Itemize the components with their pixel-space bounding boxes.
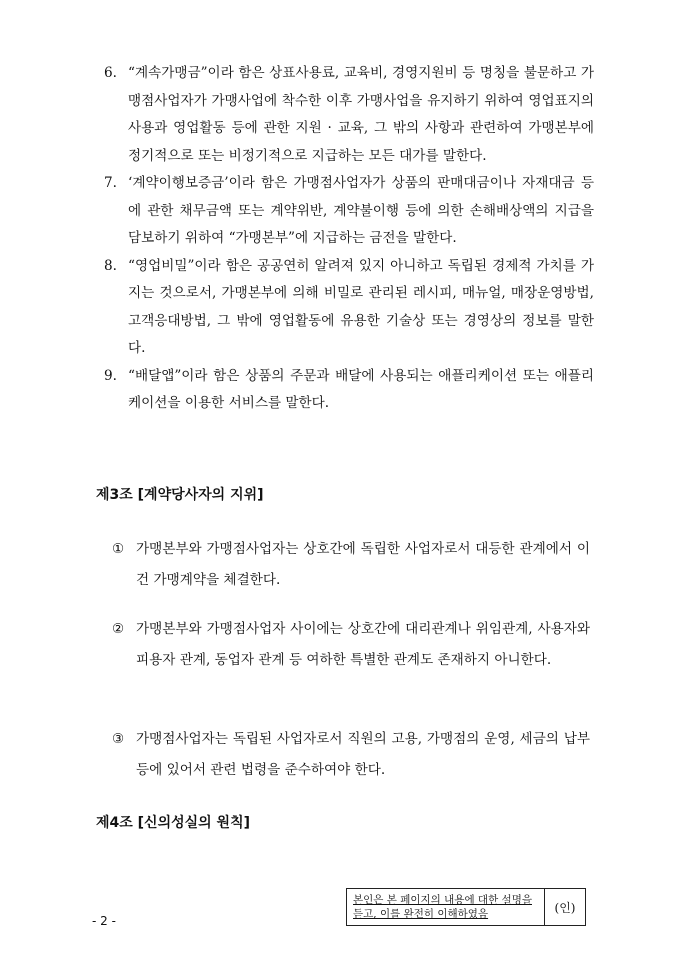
definition-text: “영업비밀”이라 함은 공공연히 알려져 있지 아니하고 독립된 경제적 가치를 가지는 것으로서, 가맹본부에 의해 비밀로 관리된 레시피, 매뉴얼, 매장운영방법, 고객응대방법, 그 밖에 영업활동에 유용한 기술상 또는 경영상의 정보를 말한다. bbox=[128, 257, 594, 356]
clause-text: 가맹점사업자는 독립된 사업자로서 직원의 고용, 가맹점의 운영, 세금의 납부 등에 있어서 관련 법령을 준수하여야 한다. bbox=[136, 731, 590, 778]
definition-item bbox=[104, 253, 594, 363]
definition-number: 8. bbox=[104, 257, 117, 274]
clause-text: 가맹본부와 가맹점사업자는 상호간에 독립한 사업자로서 대등한 관계에서 이 건 가맹계약을 체결한다. bbox=[136, 541, 590, 588]
article-4-title: 제4조 [신의성실의 원칙] bbox=[96, 815, 251, 831]
seal-field[interactable]: (인) bbox=[544, 889, 585, 925]
definition-text: “계속가맹금”이라 함은 상표사용료, 교육비, 경영지원비 등 명칭을 불문하고 가맹점사업자가 가맹사업에 착수한 이후 가맹사업을 유지하기 위하여 영업표지의 사용과 영업활동 등에 관한 지원 · 교육, 그 밖의 사항과 관련하여 가맹본부에 정기적으로 또는 비정기적으로 지급하는 모든 대가를 말한다. bbox=[128, 65, 594, 164]
confirmation-text: 본인은 본 페이지의 내용에 대한 설명을 듣고, 이를 완전히 이해하였음 bbox=[353, 894, 532, 920]
definition-text: ‘계약이행보증금’이라 함은 가맹점사업자가 상품의 판매대금이나 자재대금 등에 관한 채무금액 또는 계약위반, 계약불이행 등에 의한 손해배상액의 지급을 담보하기 위하여 “가맹본부”에 지급하는 금전을 말한다. bbox=[128, 175, 594, 246]
definition-list bbox=[104, 60, 594, 418]
page-number: - 2 - bbox=[92, 914, 116, 928]
clause-mark: ③ bbox=[112, 731, 125, 747]
definition-item bbox=[104, 60, 594, 170]
definition-item bbox=[104, 170, 594, 253]
confirmation-box bbox=[346, 888, 586, 926]
clause-text: 가맹본부와 가맹점사업자 사이에는 상호간에 대리관계나 위임관계, 사용자와 피용자 관계, 동업자 관계 등 여하한 특별한 관계도 존재하지 아니한다. bbox=[136, 621, 590, 668]
definition-number: 6. bbox=[104, 65, 117, 81]
definition-number: 9. bbox=[104, 367, 117, 384]
clause-3 bbox=[112, 724, 590, 786]
clause-2 bbox=[112, 614, 590, 676]
clause-mark: ② bbox=[112, 621, 125, 637]
definition-item bbox=[104, 363, 594, 418]
clause-mark: ① bbox=[112, 541, 125, 557]
definition-number: 7. bbox=[104, 175, 117, 191]
article-3-title: 제3조 [계약당사자의 지위] bbox=[96, 487, 264, 503]
clause-1 bbox=[112, 534, 590, 596]
definition-text: “배달앱”이라 함은 상품의 주문과 배달에 사용되는 애플리케이션 또는 애플리케이션을 이용한 서비스를 말한다. bbox=[128, 367, 594, 411]
